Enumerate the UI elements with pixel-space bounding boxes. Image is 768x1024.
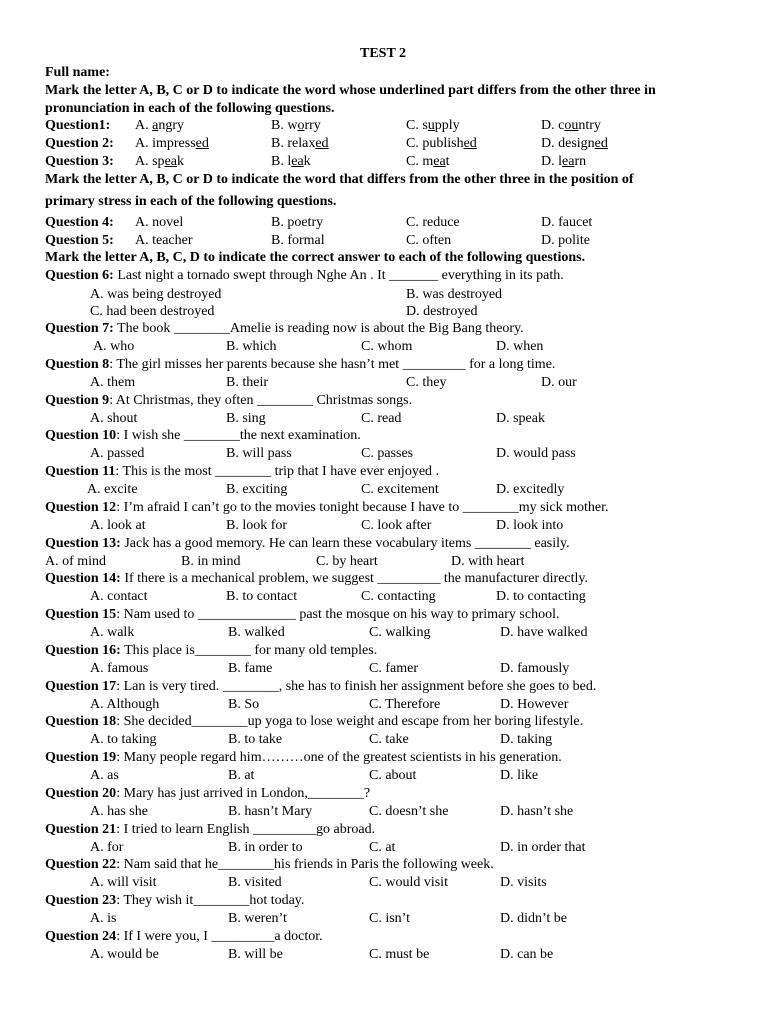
question-10-option-c[interactable]: C. passes bbox=[361, 446, 414, 462]
question-2-option-b[interactable]: B. relaxed bbox=[271, 136, 329, 151]
question-16-option-d[interactable]: D. famously bbox=[500, 660, 570, 676]
question-11-option-b[interactable]: B. exciting bbox=[226, 482, 288, 497]
question-3-option-b[interactable]: B. leak bbox=[271, 154, 311, 169]
question-21-stem bbox=[45, 821, 375, 839]
question-16-label: Question 16: bbox=[45, 642, 121, 658]
question-1-label: Question1: bbox=[45, 118, 111, 133]
question-1-option-b[interactable]: B. worry bbox=[271, 118, 321, 133]
question-9-label: Question 9 bbox=[45, 392, 110, 408]
question-24-option-a[interactable]: A. would be bbox=[90, 946, 159, 962]
underlined-part: o bbox=[297, 118, 305, 133]
question-24-option-c[interactable]: C. must be bbox=[369, 946, 430, 962]
instruction-pronunciation-line2: pronunciation in each of the following questions. bbox=[45, 101, 335, 116]
question-23-option-b[interactable]: B. weren’t bbox=[228, 911, 287, 926]
question-18-stem bbox=[45, 713, 583, 731]
question-6-label: Question 6: bbox=[45, 268, 114, 283]
question-9-stem bbox=[45, 392, 412, 410]
question-23-label: Question 23 bbox=[45, 893, 117, 908]
question-16-option-c[interactable]: C. famer bbox=[369, 660, 418, 676]
question-10-option-b[interactable]: B. will pass bbox=[226, 446, 292, 462]
question-23-option-d[interactable]: D. didn’t be bbox=[500, 911, 568, 926]
question-15-option-b[interactable]: B. walked bbox=[228, 625, 285, 640]
question-24-stem bbox=[45, 928, 323, 946]
question-13-stem bbox=[45, 535, 570, 553]
question-20-stem bbox=[45, 785, 370, 803]
question-18-option-c[interactable]: C. take bbox=[369, 732, 409, 748]
question-8-label: Question 8 bbox=[45, 356, 110, 372]
question-12-text: : I’m afraid I can’t go to the movies tonight because I have to ________my sick mother. bbox=[116, 499, 609, 515]
question-22-option-b[interactable]: B. visited bbox=[228, 875, 282, 891]
question-11-option-a[interactable]: A. excite bbox=[87, 482, 138, 497]
question-10-option-a[interactable]: A. passed bbox=[90, 446, 145, 462]
question-3-label: Question 3: bbox=[45, 154, 114, 169]
question-22-option-c[interactable]: C. would visit bbox=[369, 875, 448, 891]
question-6-text: Last night a tornado swept through Nghe An . It _______ everything in its path. bbox=[113, 268, 564, 283]
instruction-pronunciation-line1: Mark the letter A, B, C or D to indicate the word whose underlined part differs from the other three in bbox=[45, 83, 656, 98]
question-8-option-d[interactable]: D. our bbox=[541, 374, 577, 390]
question-21-option-a[interactable]: A. for bbox=[90, 839, 124, 855]
question-20-text: : Mary has just arrived in London,________? bbox=[116, 785, 371, 801]
question-10-text: : I wish she ________the next examination. bbox=[116, 428, 361, 444]
question-18-option-d[interactable]: D. taking bbox=[500, 732, 553, 748]
question-12-option-c[interactable]: C. look after bbox=[361, 517, 432, 533]
question-9-option-c[interactable]: C. read bbox=[361, 410, 402, 426]
question-13-text: Jack has a good memory. He can learn these vocabulary items ________ easily. bbox=[120, 535, 570, 551]
question-4-option-a[interactable]: A. novel bbox=[135, 215, 184, 230]
question-8-stem bbox=[45, 356, 555, 374]
question-12-label: Question 12 bbox=[45, 499, 117, 515]
underlined-part: ed bbox=[195, 136, 209, 151]
question-7-text: The book ________Amelie is reading now is about the Big Bang theory. bbox=[113, 321, 524, 336]
question-6-option-c[interactable]: C. had been destroyed bbox=[90, 304, 215, 319]
question-14-option-a[interactable]: A. contact bbox=[90, 589, 148, 605]
question-9-option-b[interactable]: B. sing bbox=[226, 410, 266, 426]
question-22-option-d[interactable]: D. visits bbox=[500, 875, 547, 891]
question-11-option-c[interactable]: C. excitement bbox=[361, 482, 439, 497]
question-7-option-d[interactable]: D. when bbox=[496, 339, 544, 354]
question-17-option-a[interactable]: A. Although bbox=[90, 696, 160, 712]
question-7-option-a[interactable]: A. who bbox=[93, 339, 135, 354]
question-17-stem bbox=[45, 678, 596, 696]
question-1-option-c[interactable]: C. supply bbox=[406, 118, 460, 133]
question-9-option-d[interactable]: D. speak bbox=[496, 410, 545, 426]
question-15-stem bbox=[45, 606, 559, 624]
question-21-option-c[interactable]: C. at bbox=[369, 839, 396, 855]
question-14-label: Question 14: bbox=[45, 571, 121, 587]
question-24-label: Question 24 bbox=[45, 928, 117, 944]
question-11-text: : This is the most ________ trip that I have ever enjoyed . bbox=[115, 464, 440, 479]
question-7-label: Question 7: bbox=[45, 321, 114, 336]
question-5-option-c[interactable]: C. often bbox=[406, 233, 452, 248]
underlined-part: a bbox=[152, 118, 159, 133]
question-22-text: : Nam said that he________his friends in Paris the following week. bbox=[116, 857, 494, 873]
question-10-stem bbox=[45, 427, 361, 445]
question-4-label: Question 4: bbox=[45, 215, 114, 230]
question-15-option-c[interactable]: C. walking bbox=[369, 625, 431, 640]
question-20-option-a[interactable]: A. has she bbox=[90, 803, 148, 819]
full-name-label: Full name: bbox=[45, 65, 110, 80]
question-20-option-b[interactable]: B. hasn’t Mary bbox=[228, 803, 313, 819]
question-22-option-a[interactable]: A. will visit bbox=[90, 875, 157, 891]
question-15-option-d[interactable]: D. have walked bbox=[500, 625, 588, 640]
underlined-part: ea bbox=[291, 154, 304, 169]
question-12-option-a[interactable]: A. look at bbox=[90, 517, 146, 533]
question-16-option-a[interactable]: A. famous bbox=[90, 660, 149, 676]
question-16-stem bbox=[45, 642, 377, 660]
question-2-option-d[interactable]: D. designed bbox=[541, 136, 608, 151]
question-10-option-d[interactable]: D. would pass bbox=[496, 446, 576, 462]
question-17-option-d[interactable]: D. However bbox=[500, 696, 569, 712]
question-16-option-b[interactable]: B. fame bbox=[228, 660, 273, 676]
question-8-text: : The girl misses her parents because she hasn’t met _________ for a long time. bbox=[109, 356, 556, 372]
question-8-option-a[interactable]: A. them bbox=[90, 374, 136, 390]
question-13-label: Question 13: bbox=[45, 535, 121, 551]
question-12-stem bbox=[45, 499, 609, 517]
question-18-text: : She decided________up yoga to lose weight and escape from her boring lifestyle. bbox=[116, 714, 584, 730]
underlined-part: ed bbox=[463, 136, 477, 151]
question-14-option-b[interactable]: B. to contact bbox=[226, 589, 298, 605]
question-3-option-d[interactable]: D. learn bbox=[541, 154, 587, 169]
question-21-option-b[interactable]: B. in order to bbox=[228, 839, 303, 855]
question-18-option-b[interactable]: B. to take bbox=[228, 732, 283, 748]
question-6-option-d[interactable]: D. destroyed bbox=[406, 304, 478, 319]
question-3-option-a[interactable]: A. speak bbox=[135, 154, 184, 169]
question-21-text: : I tried to learn English _________go abroad. bbox=[116, 821, 376, 837]
question-15-text: : Nam used to ______________ past the mosque on his way to primary school. bbox=[116, 607, 560, 622]
question-14-option-d[interactable]: D. to contacting bbox=[496, 589, 586, 605]
question-5-option-d[interactable]: D. polite bbox=[541, 233, 590, 248]
question-14-stem bbox=[45, 570, 588, 588]
question-22-stem bbox=[45, 856, 494, 874]
question-5-label: Question 5: bbox=[45, 233, 114, 248]
question-11-label: Question 11 bbox=[45, 464, 116, 479]
question-20-option-d[interactable]: D. hasn’t she bbox=[500, 803, 574, 819]
question-10-label: Question 10 bbox=[45, 428, 117, 444]
question-7-option-b[interactable]: B. which bbox=[226, 339, 277, 354]
question-4-option-c[interactable]: C. reduce bbox=[406, 215, 460, 230]
question-2-label: Question 2: bbox=[45, 136, 114, 151]
question-8-option-b[interactable]: B. their bbox=[226, 374, 268, 390]
question-18-label: Question 18 bbox=[45, 714, 117, 730]
question-24-text: : If I were you, I _________a doctor. bbox=[116, 928, 323, 944]
question-13-option-b[interactable]: B. in mind bbox=[181, 553, 241, 569]
question-21-option-d[interactable]: D. in order that bbox=[500, 839, 586, 855]
question-2-option-a[interactable]: A. impressed bbox=[135, 136, 209, 151]
question-6-option-b[interactable]: B. was destroyed bbox=[406, 287, 503, 302]
question-24-option-b[interactable]: B. will be bbox=[228, 946, 283, 962]
question-2-option-c[interactable]: C. published bbox=[406, 136, 477, 151]
question-19-option-d[interactable]: D. like bbox=[500, 768, 539, 783]
question-6-stem bbox=[45, 267, 564, 285]
question-13-option-c[interactable]: C. by heart bbox=[316, 553, 378, 569]
question-17-label: Question 17 bbox=[45, 678, 117, 694]
question-4-option-b[interactable]: B. poetry bbox=[271, 215, 324, 230]
question-5-option-b[interactable]: B. formal bbox=[271, 233, 325, 248]
question-15-option-a[interactable]: A. walk bbox=[90, 625, 135, 640]
question-13-option-d[interactable]: D. with heart bbox=[451, 553, 525, 569]
question-17-text: : Lan is very tired. ________, she has to finish her assignment before she goes to bed. bbox=[116, 678, 597, 694]
question-23-option-c[interactable]: C. isn’t bbox=[369, 911, 410, 926]
question-19-text: : Many people regard him………one of the greatest scientists in his generation. bbox=[116, 750, 562, 765]
question-7-option-c[interactable]: C. whom bbox=[361, 339, 413, 354]
underlined-part: ea bbox=[164, 154, 177, 169]
question-9-text: : At Christmas, they often ________ Christmas songs. bbox=[109, 392, 413, 408]
question-17-option-c[interactable]: C. Therefore bbox=[369, 696, 441, 712]
question-3-option-c[interactable]: C. meat bbox=[406, 154, 450, 169]
question-23-stem bbox=[45, 892, 304, 910]
question-17-option-b[interactable]: B. So bbox=[228, 696, 260, 712]
question-1-option-a[interactable]: A. angry bbox=[135, 118, 185, 133]
question-23-text: : They wish it________hot today. bbox=[116, 893, 305, 908]
underlined-part: ea bbox=[433, 154, 446, 169]
underlined-part: ea bbox=[562, 154, 575, 169]
question-19-option-c[interactable]: C. about bbox=[369, 768, 417, 783]
underlined-part: ou bbox=[564, 118, 579, 133]
question-19-option-b[interactable]: B. at bbox=[228, 768, 255, 783]
question-24-option-d[interactable]: D. can be bbox=[500, 946, 554, 962]
question-16-text: This place is________ for many old temples. bbox=[120, 642, 378, 658]
question-19-stem bbox=[45, 749, 562, 767]
question-14-option-c[interactable]: C. contacting bbox=[361, 589, 436, 605]
question-21-label: Question 21 bbox=[45, 821, 117, 837]
question-19-label: Question 19 bbox=[45, 750, 117, 765]
underlined-part: ed bbox=[594, 136, 608, 151]
question-19-option-a[interactable]: A. as bbox=[90, 768, 119, 783]
question-18-option-a[interactable]: A. to taking bbox=[90, 732, 157, 748]
question-12-option-d[interactable]: D. look into bbox=[496, 517, 564, 533]
question-8-option-c[interactable]: C. they bbox=[406, 374, 447, 390]
question-5-option-a[interactable]: A. teacher bbox=[135, 233, 193, 248]
question-20-label: Question 20 bbox=[45, 785, 117, 801]
question-1-option-d[interactable]: D. country bbox=[541, 118, 601, 133]
question-14-text: If there is a mechanical problem, we suggest _________ the manufacturer directly. bbox=[120, 571, 588, 587]
question-23-option-a[interactable]: A. is bbox=[90, 911, 117, 926]
question-6-option-a[interactable]: A. was being destroyed bbox=[90, 287, 222, 302]
question-15-label: Question 15 bbox=[45, 607, 117, 622]
instruction-answers: Mark the letter A, B, C, D to indicate the correct answer to each of the following questions. bbox=[45, 250, 586, 265]
question-13-option-a[interactable]: A. of mind bbox=[45, 553, 107, 569]
question-12-option-b[interactable]: B. look for bbox=[226, 517, 288, 533]
underlined-part: ed bbox=[315, 136, 329, 151]
test-title: TEST 2 bbox=[360, 46, 407, 61]
question-9-option-a[interactable]: A. shout bbox=[90, 410, 138, 426]
question-11-stem bbox=[45, 463, 439, 481]
question-7-stem bbox=[45, 320, 524, 338]
underlined-part: u bbox=[427, 118, 435, 133]
instruction-stress-line2: primary stress in each of the following questions. bbox=[45, 194, 337, 209]
question-11-option-d[interactable]: D. excitedly bbox=[496, 482, 565, 497]
question-22-label: Question 22 bbox=[45, 857, 117, 873]
question-20-option-c[interactable]: C. doesn’t she bbox=[369, 803, 449, 819]
instruction-stress-line1: Mark the letter A, B, C or D to indicate the word that differs from the other three in the position of bbox=[45, 172, 634, 187]
question-4-option-d[interactable]: D. faucet bbox=[541, 215, 593, 230]
